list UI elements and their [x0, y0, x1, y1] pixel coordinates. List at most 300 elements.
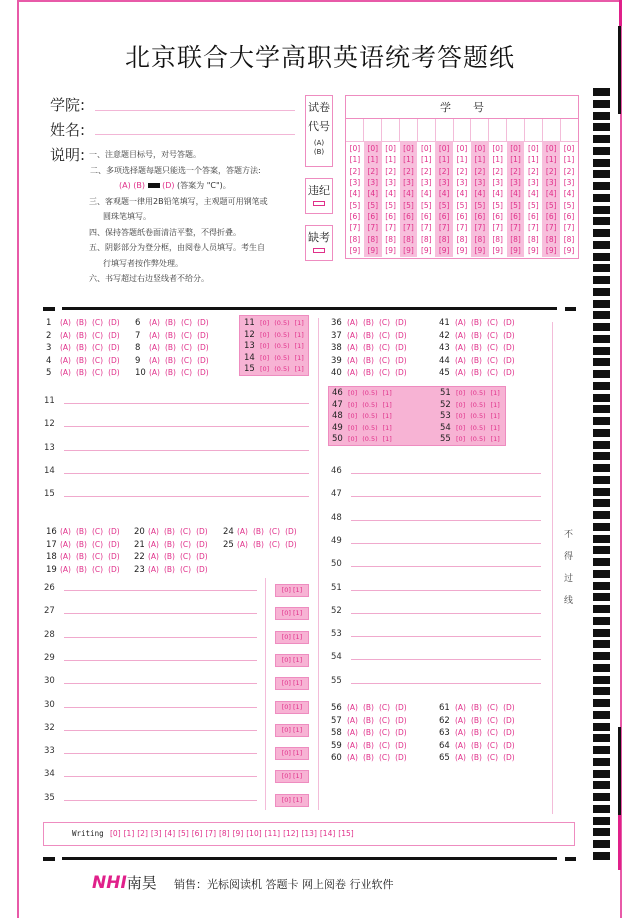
answer-line[interactable]	[64, 637, 257, 638]
score-bubble[interactable]: [0]	[348, 389, 358, 397]
option-bubble[interactable]: (D)	[503, 728, 515, 737]
digit-bubble[interactable]: [5]	[385, 200, 396, 210]
digit-bubble[interactable]: [7]	[492, 223, 503, 233]
digit-bubble[interactable]: [0]	[545, 144, 557, 154]
score-bubble[interactable]: (0.5)	[362, 389, 378, 397]
digit-bubble[interactable]: [0]	[528, 144, 539, 154]
writing-score-bubble[interactable]: [0]	[110, 829, 121, 838]
option-bubble[interactable]: (A)	[347, 355, 358, 365]
score-bubble-box[interactable]: [0] [1]	[275, 607, 309, 620]
name-field[interactable]	[95, 134, 295, 135]
digit-bubble[interactable]: [1]	[403, 155, 414, 165]
option-bubble[interactable]: (D)	[197, 355, 209, 365]
option-bubble[interactable]: (D)	[108, 527, 120, 536]
score-bubble-box[interactable]: [0] [1]	[275, 747, 309, 760]
digit-bubble[interactable]: [9]	[420, 245, 432, 255]
digit-bubble[interactable]: [7]	[349, 223, 361, 233]
option-bubble[interactable]: (A)	[237, 527, 248, 536]
digit-bubble[interactable]: [9]	[492, 245, 503, 255]
option-bubble[interactable]: (D)	[108, 564, 120, 574]
digit-bubble[interactable]: [9]	[367, 245, 379, 255]
option-bubble[interactable]: (B)	[362, 740, 374, 750]
digit-bubble[interactable]: [9]	[528, 245, 539, 255]
score-bubble[interactable]: [1]	[294, 365, 304, 373]
digit-bubble[interactable]: [7]	[528, 223, 539, 233]
score-bubble[interactable]: (0.5)	[470, 412, 486, 420]
writing-score-bubble[interactable]: [2]	[137, 829, 148, 838]
option-bubble[interactable]: (A)	[60, 343, 71, 352]
digit-bubble[interactable]: [4]	[528, 189, 539, 199]
digit-bubble[interactable]: [4]	[492, 189, 503, 199]
answer-line[interactable]	[64, 613, 257, 614]
answer-line[interactable]	[64, 426, 309, 427]
digit-bubble[interactable]: [8]	[528, 234, 539, 244]
score-bubble[interactable]: [0]	[456, 412, 466, 420]
option-bubble[interactable]: (C)	[180, 318, 193, 327]
digit-bubble[interactable]: [1]	[456, 155, 468, 165]
writing-score-bubble[interactable]: [11]	[264, 829, 281, 838]
digit-bubble[interactable]: [2]	[545, 166, 557, 176]
option-bubble[interactable]: (D)	[503, 330, 515, 340]
option-bubble[interactable]: (D)	[285, 539, 297, 549]
score-bubble[interactable]: (0.5)	[274, 353, 290, 362]
digit-bubble[interactable]: [6]	[367, 211, 379, 221]
digit-bubble[interactable]: [3]	[349, 178, 361, 188]
option-bubble[interactable]: (C)	[486, 368, 499, 377]
answer-line[interactable]	[351, 520, 541, 521]
option-bubble[interactable]: (B)	[164, 318, 176, 327]
option-bubble[interactable]: (C)	[91, 355, 104, 365]
digit-bubble[interactable]: [3]	[492, 178, 503, 188]
score-bubble[interactable]: (0.5)	[274, 365, 290, 373]
option-bubble[interactable]: (B)	[470, 355, 482, 365]
option-bubble[interactable]: (B)	[163, 552, 175, 561]
option-bubble[interactable]: (A)	[455, 330, 466, 340]
digit-bubble[interactable]: [1]	[420, 155, 432, 165]
option-bubble[interactable]: (C)	[179, 539, 192, 549]
writing-score-bubble[interactable]: [14]	[319, 829, 336, 838]
option-bubble[interactable]: (A)	[347, 740, 358, 750]
digit-bubble[interactable]: [8]	[438, 234, 450, 244]
option-bubble[interactable]: (C)	[378, 740, 391, 750]
option-bubble[interactable]: (D)	[503, 715, 515, 725]
option-bubble[interactable]: (A)	[149, 343, 160, 352]
digit-bubble[interactable]: [7]	[403, 223, 414, 233]
option-bubble[interactable]: (D)	[196, 564, 208, 574]
score-bubble[interactable]: [1]	[382, 400, 392, 409]
digit-bubble[interactable]: [5]	[438, 200, 450, 210]
option-bubble[interactable]: (D)	[108, 539, 120, 549]
writing-score-bubble[interactable]: [3]	[150, 829, 162, 838]
digit-bubble[interactable]: [4]	[438, 189, 450, 199]
digit-bubble[interactable]: [1]	[385, 155, 396, 165]
digit-bubble[interactable]: [7]	[510, 223, 521, 233]
digit-bubble[interactable]: [7]	[545, 223, 557, 233]
digit-bubble[interactable]: [9]	[545, 245, 557, 255]
option-bubble[interactable]: (A)	[60, 368, 71, 377]
option-bubble[interactable]: (B)	[362, 715, 374, 725]
answer-line[interactable]	[64, 473, 309, 474]
option-bubble[interactable]: (D)	[395, 715, 407, 725]
option-bubble[interactable]: (A)	[60, 318, 71, 327]
digit-bubble[interactable]: [0]	[367, 144, 379, 154]
option-bubble[interactable]: (A)	[455, 728, 466, 737]
score-bubble-box[interactable]: [0] [1]	[275, 584, 309, 597]
option-bubble[interactable]: (C)	[378, 330, 391, 340]
score-bubble[interactable]: [0]	[260, 353, 270, 362]
digit-bubble[interactable]: [1]	[563, 155, 575, 165]
score-bubble[interactable]: [1]	[490, 423, 500, 432]
score-bubble[interactable]: [0]	[456, 435, 466, 443]
option-bubble[interactable]: (A)	[60, 355, 71, 365]
option-bubble[interactable]: (C)	[180, 343, 193, 352]
option-bubble[interactable]: (D)	[108, 343, 120, 352]
option-bubble[interactable]: (A)	[237, 539, 248, 549]
option-bubble[interactable]: (D)	[285, 527, 297, 536]
digit-bubble[interactable]: [6]	[456, 211, 468, 221]
digit-bubble[interactable]: [4]	[349, 189, 361, 199]
option-bubble[interactable]: (A)	[149, 330, 160, 340]
digit-bubble[interactable]: [3]	[545, 178, 557, 188]
option-bubble[interactable]: (C)	[486, 740, 499, 750]
option-bubble[interactable]: (D)	[108, 330, 120, 340]
writing-score-bubble[interactable]: [7]	[205, 829, 216, 838]
digit-bubble[interactable]: [4]	[385, 189, 396, 199]
score-bubble[interactable]: [0]	[456, 389, 466, 397]
score-bubble[interactable]: (0.5)	[274, 319, 290, 327]
option-bubble[interactable]: (D)	[395, 318, 407, 327]
option-bubble[interactable]: (D)	[395, 753, 407, 762]
option-bubble[interactable]: (D)	[108, 318, 120, 327]
digit-bubble[interactable]: [1]	[545, 155, 557, 165]
digit-bubble[interactable]: [1]	[510, 155, 521, 165]
score-bubble-box[interactable]: [0] [1]	[275, 794, 309, 807]
digit-bubble[interactable]: [7]	[474, 223, 486, 233]
option-bubble[interactable]: (C)	[486, 318, 499, 327]
option-bubble[interactable]: (D)	[395, 740, 407, 750]
option-bubble[interactable]: (A)	[455, 740, 466, 750]
answer-line[interactable]	[64, 707, 257, 708]
score-bubble[interactable]: (0.5)	[274, 342, 290, 350]
option-bubble[interactable]: (B)	[164, 330, 176, 340]
score-bubble[interactable]: [0]	[456, 400, 466, 409]
option-bubble[interactable]: (C)	[378, 343, 391, 352]
answer-line[interactable]	[64, 800, 257, 801]
answer-line[interactable]	[351, 613, 541, 614]
option-bubble[interactable]: (B)	[362, 753, 374, 762]
option-bubble[interactable]: (B)	[362, 343, 374, 352]
option-bubble[interactable]: (B)	[75, 368, 87, 377]
digit-bubble[interactable]: [2]	[492, 166, 503, 176]
score-bubble[interactable]: [1]	[382, 389, 392, 397]
digit-bubble[interactable]: [3]	[403, 178, 414, 188]
writing-score-bubble[interactable]: [5]	[178, 829, 189, 838]
option-bubble[interactable]: (C)	[378, 703, 391, 712]
option-bubble[interactable]: (A)	[60, 330, 71, 340]
digit-bubble[interactable]: [1]	[367, 155, 379, 165]
digit-bubble[interactable]: [3]	[367, 178, 379, 188]
digit-bubble[interactable]: [0]	[438, 144, 450, 154]
option-bubble[interactable]: (D)	[503, 343, 515, 352]
score-bubble-box[interactable]: [0] [1]	[275, 701, 309, 714]
option-bubble[interactable]: (B)	[163, 539, 175, 549]
option-bubble[interactable]: (A)	[347, 715, 358, 725]
option-bubble[interactable]: (C)	[378, 318, 391, 327]
digit-bubble[interactable]: [4]	[545, 189, 557, 199]
option-bubble[interactable]: (A)	[149, 318, 160, 327]
option-bubble[interactable]: (B)	[470, 728, 482, 737]
option-bubble[interactable]: (D)	[503, 703, 515, 712]
digit-bubble[interactable]: [4]	[420, 189, 432, 199]
option-bubble[interactable]: (C)	[180, 330, 193, 340]
digit-bubble[interactable]: [1]	[492, 155, 503, 165]
digit-bubble[interactable]: [2]	[510, 166, 521, 176]
answer-line[interactable]	[64, 403, 309, 404]
digit-bubble[interactable]: [5]	[456, 200, 468, 210]
digit-bubble[interactable]: [5]	[492, 200, 503, 210]
digit-bubble[interactable]: [8]	[385, 234, 396, 244]
digit-bubble[interactable]: [5]	[510, 200, 521, 210]
digit-bubble[interactable]: [4]	[474, 189, 486, 199]
writing-score-bubble[interactable]: [4]	[164, 829, 176, 838]
digit-bubble[interactable]: [6]	[403, 211, 414, 221]
digit-bubble[interactable]: [9]	[456, 245, 468, 255]
option-bubble[interactable]: (A)	[347, 368, 358, 377]
digit-bubble[interactable]: [4]	[403, 189, 414, 199]
digit-bubble[interactable]: [2]	[474, 166, 486, 176]
option-bubble[interactable]: (D)	[395, 330, 407, 340]
digit-bubble[interactable]: [2]	[403, 166, 414, 176]
option-bubble[interactable]: (A)	[347, 703, 358, 712]
digit-bubble[interactable]: [8]	[510, 234, 521, 244]
digit-bubble[interactable]: [9]	[563, 245, 575, 255]
digit-bubble[interactable]: [2]	[349, 166, 361, 176]
college-field[interactable]	[95, 110, 295, 111]
option-bubble[interactable]: (D)	[503, 318, 515, 327]
digit-bubble[interactable]: [8]	[456, 234, 468, 244]
option-bubble[interactable]: (A)	[347, 343, 358, 352]
digit-bubble[interactable]: [0]	[510, 144, 521, 154]
digit-bubble[interactable]: [7]	[456, 223, 468, 233]
score-bubble[interactable]: (0.5)	[362, 412, 378, 420]
digit-bubble[interactable]: [7]	[385, 223, 396, 233]
digit-bubble[interactable]: [5]	[420, 200, 432, 210]
option-bubble[interactable]: (A)	[347, 318, 358, 327]
digit-bubble[interactable]: [8]	[563, 234, 575, 244]
option-bubble[interactable]: (B)	[163, 564, 175, 574]
digit-bubble[interactable]: [3]	[474, 178, 486, 188]
answer-line[interactable]	[64, 776, 257, 777]
paper-code-option-a[interactable]: (A)	[313, 139, 325, 147]
option-bubble[interactable]: (B)	[470, 715, 482, 725]
digit-bubble[interactable]: [8]	[367, 234, 379, 244]
score-bubble[interactable]: [0]	[260, 330, 270, 339]
option-bubble[interactable]: (D)	[395, 728, 407, 737]
score-bubble[interactable]: [1]	[382, 435, 392, 443]
option-bubble[interactable]: (D)	[196, 552, 208, 561]
digit-bubble[interactable]: [0]	[563, 144, 575, 154]
answer-line[interactable]	[351, 566, 541, 567]
digit-bubble[interactable]: [5]	[349, 200, 361, 210]
option-bubble[interactable]: (A)	[148, 552, 159, 561]
option-bubble[interactable]: (D)	[395, 368, 407, 377]
option-bubble[interactable]: (C)	[91, 564, 104, 574]
digit-bubble[interactable]: [6]	[492, 211, 503, 221]
digit-bubble[interactable]: [1]	[438, 155, 450, 165]
option-bubble[interactable]: (C)	[268, 539, 281, 549]
score-bubble[interactable]: [0]	[348, 423, 358, 432]
option-bubble[interactable]: (B)	[362, 368, 374, 377]
option-bubble[interactable]: (C)	[378, 355, 391, 365]
option-bubble[interactable]: (D)	[108, 368, 120, 377]
option-bubble[interactable]: (D)	[108, 355, 120, 365]
digit-bubble[interactable]: [4]	[456, 189, 468, 199]
option-bubble[interactable]: (D)	[503, 355, 515, 365]
score-bubble[interactable]: (0.5)	[362, 400, 378, 409]
option-bubble[interactable]: (C)	[486, 728, 499, 737]
digit-bubble[interactable]: [6]	[438, 211, 450, 221]
digit-bubble[interactable]: [8]	[349, 234, 361, 244]
option-bubble[interactable]: (D)	[196, 539, 208, 549]
digit-bubble[interactable]: [0]	[403, 144, 414, 154]
option-bubble[interactable]: (C)	[91, 330, 104, 340]
score-bubble[interactable]: [0]	[456, 423, 466, 432]
score-bubble[interactable]: [1]	[490, 400, 500, 409]
option-bubble[interactable]: (C)	[91, 552, 104, 561]
option-bubble[interactable]: (C)	[179, 552, 192, 561]
digit-bubble[interactable]: [5]	[528, 200, 539, 210]
digit-bubble[interactable]: [6]	[420, 211, 432, 221]
option-bubble[interactable]: (B)	[362, 703, 374, 712]
option-bubble[interactable]: (B)	[362, 355, 374, 365]
option-bubble[interactable]: (B)	[164, 355, 176, 365]
option-bubble[interactable]: (B)	[470, 753, 482, 762]
digit-bubble[interactable]: [0]	[474, 144, 486, 154]
answer-line[interactable]	[64, 590, 257, 591]
digit-bubble[interactable]: [5]	[367, 200, 379, 210]
score-bubble-box[interactable]: [0] [1]	[275, 724, 309, 737]
digit-bubble[interactable]: [7]	[563, 223, 575, 233]
option-bubble[interactable]: (A)	[347, 728, 358, 737]
option-bubble[interactable]: (B)	[75, 343, 87, 352]
option-bubble[interactable]: (D)	[108, 552, 120, 561]
option-bubble[interactable]: (B)	[75, 564, 87, 574]
option-bubble[interactable]: (C)	[179, 564, 192, 574]
option-bubble[interactable]: (B)	[362, 318, 374, 327]
score-bubble[interactable]: [0]	[348, 435, 358, 443]
option-bubble[interactable]: (C)	[180, 368, 193, 377]
digit-bubble[interactable]: [8]	[403, 234, 414, 244]
option-bubble[interactable]: (A)	[60, 539, 71, 549]
digit-bubble[interactable]: [7]	[367, 223, 379, 233]
digit-bubble[interactable]: [9]	[510, 245, 521, 255]
option-bubble[interactable]: (A)	[148, 527, 159, 536]
score-bubble[interactable]: [1]	[294, 353, 304, 362]
digit-bubble[interactable]: [9]	[349, 245, 361, 255]
answer-line[interactable]	[64, 660, 257, 661]
option-bubble[interactable]: (B)	[252, 539, 264, 549]
option-bubble[interactable]: (A)	[149, 368, 160, 377]
digit-bubble[interactable]: [6]	[510, 211, 521, 221]
digit-bubble[interactable]: [6]	[349, 211, 361, 221]
digit-bubble[interactable]: [0]	[492, 144, 503, 154]
digit-bubble[interactable]: [0]	[456, 144, 468, 154]
digit-bubble[interactable]: [8]	[545, 234, 557, 244]
score-bubble[interactable]: [1]	[294, 342, 304, 350]
score-bubble[interactable]: [1]	[294, 330, 304, 339]
digit-bubble[interactable]: [2]	[385, 166, 396, 176]
answer-line[interactable]	[351, 636, 541, 637]
option-bubble[interactable]: (B)	[163, 527, 175, 536]
writing-score-bubble[interactable]: [1]	[123, 829, 135, 838]
option-bubble[interactable]: (D)	[503, 740, 515, 750]
answer-line[interactable]	[64, 730, 257, 731]
option-bubble[interactable]: (B)	[164, 368, 176, 377]
option-bubble[interactable]: (B)	[164, 343, 176, 352]
answer-line[interactable]	[351, 590, 541, 591]
option-bubble[interactable]: (B)	[75, 318, 87, 327]
digit-bubble[interactable]: [3]	[438, 178, 450, 188]
score-bubble[interactable]: (0.5)	[470, 400, 486, 409]
digit-bubble[interactable]: [3]	[528, 178, 539, 188]
option-bubble[interactable]: (A)	[148, 564, 159, 574]
option-bubble[interactable]: (A)	[455, 753, 466, 762]
digit-bubble[interactable]: [0]	[385, 144, 396, 154]
digit-bubble[interactable]: [3]	[563, 178, 575, 188]
option-bubble[interactable]: (B)	[252, 527, 264, 536]
option-bubble[interactable]: (C)	[486, 715, 499, 725]
option-bubble[interactable]: (B)	[470, 740, 482, 750]
digit-bubble[interactable]: [2]	[438, 166, 450, 176]
score-bubble-box[interactable]: [0] [1]	[275, 770, 309, 783]
digit-bubble[interactable]: [5]	[563, 200, 575, 210]
digit-bubble[interactable]: [5]	[545, 200, 557, 210]
option-bubble[interactable]: (A)	[455, 368, 466, 377]
writing-score-bubble[interactable]: [9]	[232, 829, 244, 838]
option-bubble[interactable]: (D)	[197, 330, 209, 340]
digit-bubble[interactable]: [8]	[420, 234, 432, 244]
option-bubble[interactable]: (C)	[486, 355, 499, 365]
digit-bubble[interactable]: [6]	[528, 211, 539, 221]
option-bubble[interactable]: (A)	[455, 715, 466, 725]
digit-bubble[interactable]: [3]	[385, 178, 396, 188]
digit-bubble[interactable]: [5]	[474, 200, 486, 210]
option-bubble[interactable]: (C)	[180, 355, 193, 365]
option-bubble[interactable]: (A)	[60, 552, 71, 561]
option-bubble[interactable]: (B)	[470, 330, 482, 340]
digit-bubble[interactable]: [1]	[349, 155, 361, 165]
option-bubble[interactable]: (B)	[75, 355, 87, 365]
option-bubble[interactable]: (C)	[91, 368, 104, 377]
score-bubble[interactable]: (0.5)	[362, 423, 378, 432]
option-bubble[interactable]: (C)	[91, 539, 104, 549]
digit-bubble[interactable]: [8]	[492, 234, 503, 244]
option-bubble[interactable]: (A)	[455, 343, 466, 352]
option-bubble[interactable]: (B)	[75, 330, 87, 340]
digit-bubble[interactable]: [9]	[385, 245, 396, 255]
writing-score-bubble[interactable]: [8]	[219, 829, 230, 838]
option-bubble[interactable]: (C)	[91, 318, 104, 327]
digit-bubble[interactable]: [9]	[403, 245, 414, 255]
option-bubble[interactable]: (C)	[486, 703, 499, 712]
digit-bubble[interactable]: [6]	[385, 211, 396, 221]
digit-bubble[interactable]: [9]	[438, 245, 450, 255]
answer-line[interactable]	[351, 659, 541, 660]
digit-bubble[interactable]: [6]	[545, 211, 557, 221]
option-bubble[interactable]: (A)	[60, 527, 71, 536]
digit-bubble[interactable]: [8]	[474, 234, 486, 244]
score-bubble[interactable]: [1]	[382, 412, 392, 420]
